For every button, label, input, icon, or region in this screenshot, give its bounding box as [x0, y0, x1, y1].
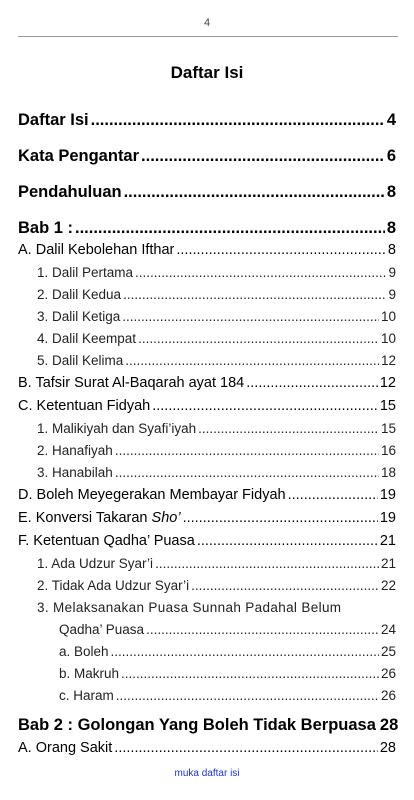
toc-entry-dalil-ketiga[interactable]: [37, 309, 396, 324]
toc-entry-dalil-kedua[interactable]: [37, 287, 396, 302]
toc-label: Bab 2 : Golongan Yang Boleh Tidak Berpuasa: [18, 716, 376, 734]
toc-label: 1. Dalil Pertama: [37, 265, 134, 280]
toc-entry-ada-udzur[interactable]: [37, 556, 396, 571]
toc-page: 4: [386, 111, 396, 129]
toc-label: Pendahuluan: [18, 183, 122, 201]
toc-entry-f-ketentuan-qadha[interactable]: [18, 533, 396, 549]
toc-entry-kata-pengantar[interactable]: [18, 147, 396, 166]
toc-label: A. Orang Sakit: [18, 740, 113, 756]
toc-label: b. Makruh: [59, 666, 120, 681]
toc-page: 12: [380, 353, 396, 368]
toc-page: 25: [380, 644, 396, 659]
toc-label: Kata Pengantar: [18, 147, 140, 165]
toc-page: 15: [380, 421, 396, 436]
toc-entry-dalil-keempat[interactable]: [37, 331, 396, 346]
header-divider: [18, 36, 398, 37]
toc-label: 3. Dalil Ketiga: [37, 309, 121, 324]
toc-entry-hanabilah[interactable]: [37, 465, 396, 480]
toc-page: 26: [380, 666, 396, 681]
toc-entry-malikiyah[interactable]: [37, 421, 396, 436]
toc-label: 5. Dalil Kelima: [37, 353, 124, 368]
toc-page: 28: [379, 740, 396, 756]
toc-entry-makruh[interactable]: [59, 666, 396, 681]
toc-page: 21: [379, 533, 396, 549]
toc-page: 15: [379, 398, 396, 414]
toc-entry-tidak-ada-udzur[interactable]: [37, 578, 396, 593]
toc-label: 1. Ada Udzur Syar’i: [37, 556, 154, 571]
toc-label-italic: Sho’: [151, 510, 181, 526]
toc-label: 1. Malikiyah dan Syafi’iyah: [37, 421, 197, 436]
toc-label: D. Boleh Meyegerakan Membayar Fidyah: [18, 487, 286, 503]
toc-entry-b-tafsir-surat[interactable]: [18, 375, 396, 391]
toc-entry-pendahuluan[interactable]: [18, 183, 396, 202]
toc-entry-dalil-pertama[interactable]: [37, 265, 396, 280]
toc-page: 9: [388, 265, 396, 280]
toc-entry-d-boleh-menyegerakan[interactable]: [18, 487, 396, 503]
toc-entry-dalil-kelima[interactable]: [37, 353, 396, 368]
toc-page: 22: [380, 578, 396, 593]
toc-entry-a-dalil-kebolehan-ifthar[interactable]: [18, 242, 396, 258]
toc-label: 2. Hanafiyah: [37, 443, 113, 458]
toc-label: c. Haram: [59, 688, 114, 703]
toc-page: 12: [379, 375, 396, 391]
toc-page: 24: [380, 622, 396, 637]
toc-page: 16: [380, 443, 396, 458]
toc-label: 4. Dalil Keempat: [37, 331, 137, 346]
toc-page: 8: [386, 219, 396, 237]
toc-label: 2. Dalil Kedua: [37, 287, 122, 302]
toc-label: Daftar Isi: [18, 111, 89, 129]
toc-entry-e-konversi-takaran[interactable]: [18, 510, 396, 526]
toc-page: 28: [379, 716, 399, 734]
toc-page: 8: [386, 183, 396, 201]
toc-page: 8: [387, 242, 396, 258]
toc-label: Bab 1 :: [18, 219, 74, 237]
toc-label: a. Boleh: [59, 644, 109, 659]
toc-page: 19: [379, 510, 396, 526]
toc-page: 26: [380, 688, 396, 703]
toc-entry-bab-1[interactable]: [18, 219, 396, 238]
page-number: 4: [203, 17, 211, 29]
toc-page: 21: [380, 556, 396, 571]
footer-link[interactable]: muka daftar isi: [174, 768, 240, 779]
toc-label: E. Konversi Takaran: [18, 510, 152, 526]
toc-entry-bab-2[interactable]: [18, 716, 399, 735]
toc-label: A. Dalil Kebolehan Ifthar: [18, 242, 175, 258]
toc-page: 6: [386, 147, 396, 165]
toc-entry-daftar-isi[interactable]: [18, 111, 396, 130]
toc-entry-haram[interactable]: [59, 688, 396, 703]
toc-page: 18: [380, 465, 396, 480]
toc-entry-puasa-sunnah[interactable]: [59, 622, 396, 637]
toc-entry-a-orang-sakit[interactable]: [18, 740, 396, 756]
toc-entry-hanafiyah[interactable]: [37, 443, 396, 458]
toc-label: B. Tafsir Surat Al-Baqarah ayat 184: [18, 375, 245, 391]
toc-entry-c-ketentuan-fidyah[interactable]: [18, 398, 396, 414]
toc-entry-boleh[interactable]: [59, 644, 396, 659]
toc-label: Qadha’ Puasa: [59, 622, 145, 637]
toc-page: 19: [379, 487, 396, 503]
toc-entry-puasa-sunnah-line1[interactable]: 3. Melaksanakan Puasa Sunnah Padahal Belum: [37, 600, 342, 615]
toc-page: 10: [380, 309, 396, 324]
toc-label: 2. Tidak Ada Udzur Syar’i: [37, 578, 190, 593]
toc-label: F. Ketentuan Qadha’ Puasa: [18, 533, 195, 549]
page-title: Daftar Isi: [170, 63, 244, 82]
toc-label: 3. Hanabilah: [37, 465, 113, 480]
toc-page: 9: [388, 287, 396, 302]
toc-page: 10: [380, 331, 396, 346]
toc-label: C. Ketentuan Fidyah: [18, 398, 151, 414]
